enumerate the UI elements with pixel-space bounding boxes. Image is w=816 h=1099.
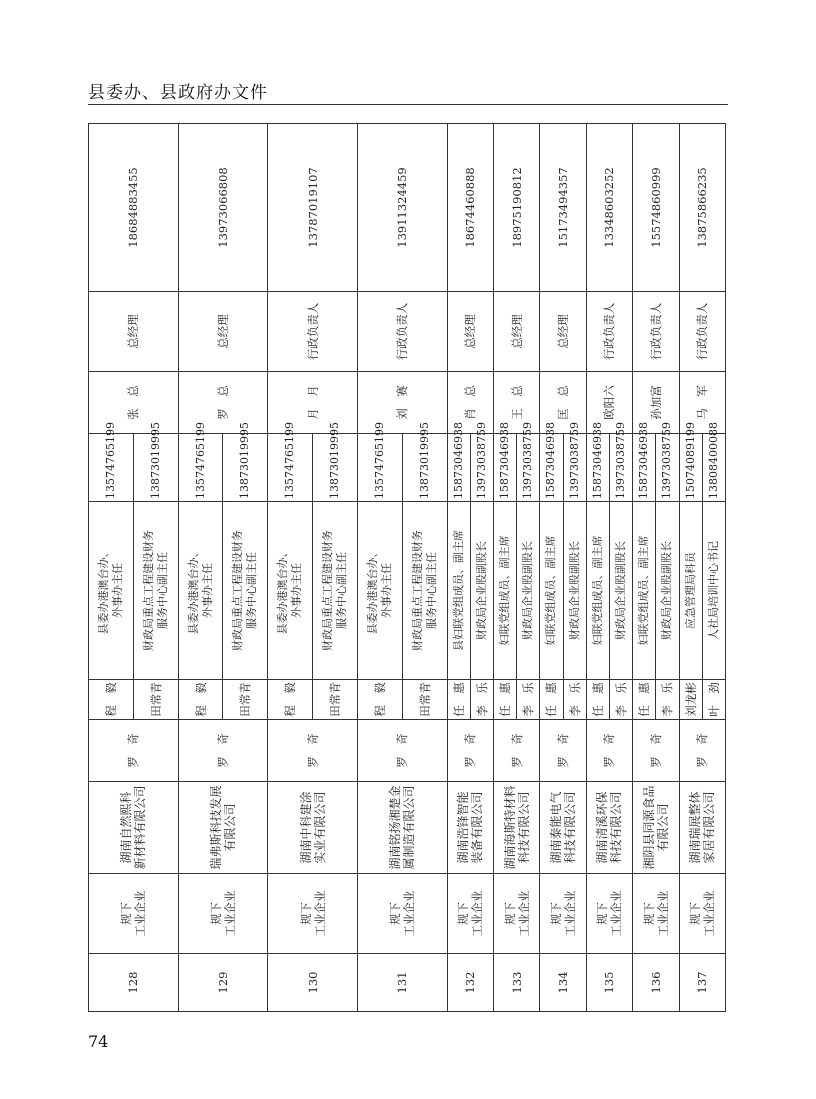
row-number-cell: 131 bbox=[357, 954, 447, 1012]
enterprise-owner-cell: 马 军 bbox=[679, 372, 726, 434]
contact-name-cell: 任 惠 bbox=[633, 680, 656, 720]
contact-title-cell: 妇联党组成员、副主席 bbox=[494, 502, 517, 680]
contact-phone-cell: 15873046938 bbox=[447, 434, 470, 502]
company-name-cell: 湖南清溪环保 科技有限公司 bbox=[586, 782, 632, 874]
contact-title-cell: 财政局重点工程建设财务 服务中心副主任 bbox=[313, 502, 358, 680]
county-leader-cell: 罗 奇 bbox=[268, 720, 358, 782]
company-name-cell: 湘阴县同源食品 有限公司 bbox=[633, 782, 679, 874]
row-number-cell: 129 bbox=[178, 954, 268, 1012]
owner-position-cell: 行政负责人 bbox=[633, 292, 679, 372]
contact-title-cell: 财政局企业股副股长 bbox=[656, 502, 679, 680]
contact-phone-cell: 13973038759 bbox=[563, 434, 586, 502]
contact-title-cell: 妇联党组成员、副主席 bbox=[586, 502, 609, 680]
category-cell: 规下 工业企业 bbox=[633, 874, 679, 954]
owner-position-cell: 总经理 bbox=[178, 292, 268, 372]
row-number-cell: 136 bbox=[633, 954, 679, 1012]
enterprise-owner-cell: 刘 赛 bbox=[357, 372, 447, 434]
enterprise-owner-cell: 肖 总 bbox=[447, 372, 493, 434]
table-row bbox=[268, 124, 313, 1012]
contact-phone-cell: 13574765199 bbox=[178, 434, 223, 502]
enterprise-owner-cell: 欧阳六 bbox=[586, 372, 632, 434]
contact-title-cell: 财政局企业股副股长 bbox=[609, 502, 632, 680]
owner-phone-cell: 13348603252 bbox=[586, 124, 632, 292]
category-cell: 规下 工业企业 bbox=[586, 874, 632, 954]
category-cell: 规下 工业企业 bbox=[357, 874, 447, 954]
contact-name-cell: 任 惠 bbox=[586, 680, 609, 720]
enterprise-owner-cell: 月 月 bbox=[268, 372, 358, 434]
table-row bbox=[679, 124, 702, 1012]
row-number-cell: 134 bbox=[540, 954, 586, 1012]
contact-name-cell: 任 惠 bbox=[447, 680, 470, 720]
county-leader-cell: 罗 奇 bbox=[178, 720, 268, 782]
company-name-cell: 湖南海斯特材料 科技有限公司 bbox=[494, 782, 540, 874]
owner-phone-cell: 13875866235 bbox=[679, 124, 726, 292]
owner-phone-cell: 15574860999 bbox=[633, 124, 679, 292]
contact-phone-cell: 13873019995 bbox=[133, 434, 178, 502]
rotated-table-container bbox=[88, 124, 726, 1012]
county-leader-cell: 罗 奇 bbox=[89, 720, 179, 782]
contact-phone-cell: 13574765199 bbox=[268, 434, 313, 502]
company-name-cell: 湖南自然熙科 新材料有限公司 bbox=[89, 782, 179, 874]
contact-phone-cell: 13973038759 bbox=[609, 434, 632, 502]
table-row bbox=[357, 124, 402, 1012]
contact-name-cell: 李 乐 bbox=[470, 680, 493, 720]
table-body bbox=[89, 124, 726, 1012]
row-number-cell: 130 bbox=[268, 954, 358, 1012]
contact-phone-cell: 13574765199 bbox=[89, 434, 134, 502]
contact-title-cell: 妇联党组成员、副主席 bbox=[633, 502, 656, 680]
page-number: 74 bbox=[88, 1032, 109, 1051]
row-number-cell: 132 bbox=[447, 954, 493, 1012]
contact-name-cell: 程 毅 bbox=[357, 680, 402, 720]
county-leader-cell: 罗 奇 bbox=[357, 720, 447, 782]
row-number-cell: 128 bbox=[89, 954, 179, 1012]
contact-name-cell: 程 毅 bbox=[268, 680, 313, 720]
owner-phone-cell: 13973066808 bbox=[178, 124, 268, 292]
contact-title-cell: 财政局重点工程建设财务 服务中心副主任 bbox=[223, 502, 268, 680]
enterprise-owner-cell: 孙加富 bbox=[633, 372, 679, 434]
table-row bbox=[89, 124, 134, 1012]
row-number-cell: 133 bbox=[494, 954, 540, 1012]
contact-phone-cell: 13808400088 bbox=[702, 434, 725, 502]
company-name-cell: 湖南中科建涂 实业有限公司 bbox=[268, 782, 358, 874]
contact-title-cell: 县委办港澳台办、 外事办主任 bbox=[268, 502, 313, 680]
header-divider bbox=[88, 104, 728, 105]
table-row bbox=[633, 124, 656, 1012]
category-cell: 规下 工业企业 bbox=[447, 874, 493, 954]
county-leader-cell: 罗 奇 bbox=[540, 720, 586, 782]
contact-phone-cell: 13873019995 bbox=[313, 434, 358, 502]
company-name-cell: 湖南泰能电气 科技有限公司 bbox=[540, 782, 586, 874]
owner-position-cell: 行政负责人 bbox=[357, 292, 447, 372]
contact-phone-cell: 13574765199 bbox=[357, 434, 402, 502]
contact-title-cell: 财政局重点工程建设财务 服务中心副主任 bbox=[402, 502, 447, 680]
contact-name-cell: 程 毅 bbox=[89, 680, 134, 720]
company-name-cell: 湖南瑞展整体 家居有限公司 bbox=[679, 782, 726, 874]
contact-title-cell: 县委办港澳台办、 外事办主任 bbox=[357, 502, 402, 680]
contact-name-cell: 李 乐 bbox=[563, 680, 586, 720]
county-leader-cell: 罗 奇 bbox=[586, 720, 632, 782]
owner-phone-cell: 15173494357 bbox=[540, 124, 586, 292]
contact-title-cell: 财政局企业股副股长 bbox=[470, 502, 493, 680]
category-cell: 规下 工业企业 bbox=[540, 874, 586, 954]
contact-phone-cell: 15873046938 bbox=[586, 434, 609, 502]
contact-title-cell: 人社局培训中心书记 bbox=[702, 502, 725, 680]
owner-position-cell: 总经理 bbox=[89, 292, 179, 372]
contact-title-cell: 财政局企业股副股长 bbox=[517, 502, 540, 680]
contact-phone-cell: 15873046938 bbox=[494, 434, 517, 502]
owner-phone-cell: 18684883455 bbox=[89, 124, 179, 292]
contact-phone-cell: 13873019995 bbox=[223, 434, 268, 502]
owner-phone-cell: 13787019107 bbox=[268, 124, 358, 292]
company-name-cell: 湖南浩锋智能 装备有限公司 bbox=[447, 782, 493, 874]
contact-name-cell: 李 乐 bbox=[517, 680, 540, 720]
contact-title-cell: 应急管理局科员 bbox=[679, 502, 702, 680]
category-cell: 规下 工业企业 bbox=[89, 874, 179, 954]
contact-name-cell: 田常青 bbox=[313, 680, 358, 720]
category-cell: 规下 工业企业 bbox=[679, 874, 726, 954]
table-row bbox=[586, 124, 609, 1012]
table-row bbox=[178, 124, 223, 1012]
row-number-cell: 137 bbox=[679, 954, 726, 1012]
enterprise-owner-cell: 匡 总 bbox=[540, 372, 586, 434]
contact-phone-cell: 13973038759 bbox=[517, 434, 540, 502]
county-leader-cell: 罗 奇 bbox=[494, 720, 540, 782]
owner-position-cell: 行政负责人 bbox=[268, 292, 358, 372]
contact-name-cell: 叶 劲 bbox=[702, 680, 725, 720]
enterprise-owner-cell: 罗 总 bbox=[178, 372, 268, 434]
enterprise-owner-cell: 张 总 bbox=[89, 372, 179, 434]
company-name-cell: 湖南铭扬湘楚金 属制造有限公司 bbox=[357, 782, 447, 874]
contact-phone-cell: 15074089199 bbox=[679, 434, 702, 502]
contact-name-cell: 李 乐 bbox=[656, 680, 679, 720]
row-number-cell: 135 bbox=[586, 954, 632, 1012]
county-leader-cell: 罗 奇 bbox=[633, 720, 679, 782]
table-row bbox=[447, 124, 470, 1012]
contact-title-cell: 妇联党组成员、副主席 bbox=[540, 502, 563, 680]
contact-name-cell: 李 乐 bbox=[609, 680, 632, 720]
county-leader-cell: 罗 奇 bbox=[679, 720, 726, 782]
table-row bbox=[540, 124, 563, 1012]
owner-phone-cell: 18674460888 bbox=[447, 124, 493, 292]
owner-position-cell: 总经理 bbox=[540, 292, 586, 372]
contact-phone-cell: 13973038759 bbox=[656, 434, 679, 502]
category-cell: 规下 工业企业 bbox=[494, 874, 540, 954]
table-row bbox=[494, 124, 517, 1012]
contact-name-cell: 刘龙彬 bbox=[679, 680, 702, 720]
contact-name-cell: 田常青 bbox=[133, 680, 178, 720]
owner-position-cell: 总经理 bbox=[447, 292, 493, 372]
contact-title-cell: 县委办港澳台办、 外事办主任 bbox=[89, 502, 134, 680]
contact-name-cell: 田常青 bbox=[223, 680, 268, 720]
contact-name-cell: 田常青 bbox=[402, 680, 447, 720]
owner-position-cell: 总经理 bbox=[494, 292, 540, 372]
contact-title-cell: 财政局企业股副股长 bbox=[563, 502, 586, 680]
owner-phone-cell: 18975190812 bbox=[494, 124, 540, 292]
contact-phone-cell: 15873046938 bbox=[540, 434, 563, 502]
owner-phone-cell: 13911324459 bbox=[357, 124, 447, 292]
enterprise-contact-table bbox=[88, 123, 726, 1012]
category-cell: 规下 工业企业 bbox=[268, 874, 358, 954]
contact-title-cell: 县妇联党组成员、副主席 bbox=[447, 502, 470, 680]
contact-phone-cell: 13873019995 bbox=[402, 434, 447, 502]
category-cell: 规下 工业企业 bbox=[178, 874, 268, 954]
county-leader-cell: 罗 奇 bbox=[447, 720, 493, 782]
document-header-title: 县委办、县政府办文件 bbox=[88, 83, 268, 103]
company-name-cell: 瑞弗斯科技发展 有限公司 bbox=[178, 782, 268, 874]
owner-position-cell: 行政负责人 bbox=[679, 292, 726, 372]
contact-title-cell: 财政局重点工程建设财务 服务中心副主任 bbox=[133, 502, 178, 680]
contact-name-cell: 任 惠 bbox=[494, 680, 517, 720]
enterprise-owner-cell: 王 总 bbox=[494, 372, 540, 434]
contact-phone-cell: 13973038759 bbox=[470, 434, 493, 502]
contact-name-cell: 任 惠 bbox=[540, 680, 563, 720]
contact-phone-cell: 15873046938 bbox=[633, 434, 656, 502]
owner-position-cell: 行政负责人 bbox=[586, 292, 632, 372]
contact-name-cell: 程 毅 bbox=[178, 680, 223, 720]
contact-title-cell: 县委办港澳台办、 外事办主任 bbox=[178, 502, 223, 680]
